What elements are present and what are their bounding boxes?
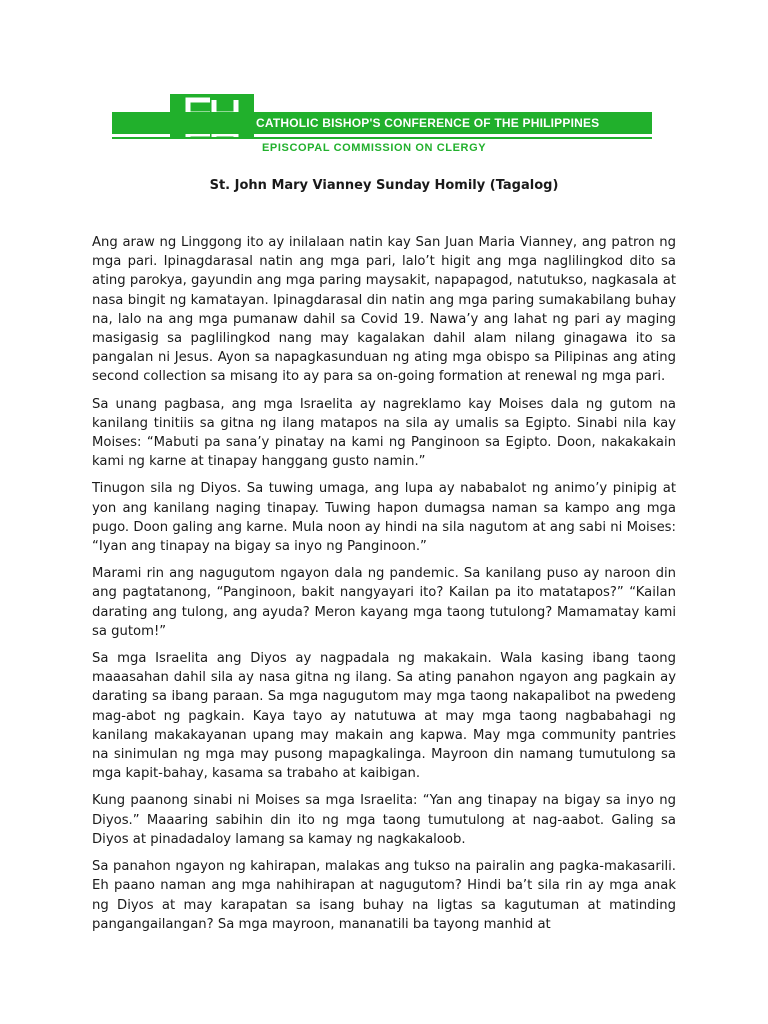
org-name: CATHOLIC BISHOP'S CONFERENCE OF THE PHILIPPINES bbox=[256, 116, 600, 130]
document-title: St. John Mary Vianney Sunday Homily (Tagalog) bbox=[209, 178, 559, 193]
document-header bbox=[0, 0, 768, 165]
paragraph: Sa panahon ngayon ng kahirapan, malakas ang tukso na pairalin ang pagka-makasarili. Eh paano naman ang mga nahihirapan at nagugutom? Hindi ba’t sila rin ay mga anak ng Diyos at may karapatan sa isang buhay na ligtas sa kagutuman at matinding pangangailangan? Sa mga mayroon, mananatili ba tayong manhid at bbox=[92, 859, 676, 932]
paragraph: Ang araw ng Linggong ito ay inilalaan natin kay San Juan Maria Vianney, ang patron ng mga pari. Ipinagdarasal natin ang mga pari, lalo’t higit ang mga naglilingkod dito sa ating parokya, gayundin ang mga paring maysakit, napapagod, natutukso, nagkasala at nasa bingit ng kamatayan. Ipinagdarasal din natin ang mga paring sumakabilang buhay na, lalo na ang mga pumanaw dahil sa Covid 19. Nawa’y ang lahat ng pari ay maging masigasig sa paglilingkod nang may kagalakan dahil alam nilang ginagawa ito sa pangalan ni Jesus. Ayon sa napagkasunduan ng ating mga obispo sa Pilipinas ang ating second collection sa misang ito ay para sa on-going formation at renewal ng mga pari. bbox=[92, 235, 676, 385]
commission-name: EPISCOPAL COMMISSION ON CLERGY bbox=[262, 142, 487, 154]
paragraph: Tinugon sila ng Diyos. Sa tuwing umaga, ang lupa ay nababalot ng animo’y pinipig at yon ang kanilang naging tinapay. Tuwing hapon dumagsa naman sa kampo ang mga pugo. Doon galing ang karne. Mula noon ay hindi na sila nagutom at ang sabi ni Moises: “Iyan ang tinapay na bigay sa inyo ng Panginoon.” bbox=[92, 481, 676, 555]
document-body bbox=[92, 233, 676, 942]
paragraph: Marami rin ang nagugutom ngayon dala ng pandemic. Sa kanilang puso ay naroon din ang pagtatanong, “Panginoon, bakit nangyayari ito? Kailan pa ito matatapos?” “Kailan darating ang tulong, ang ayuda? Meron kayang mga taong tutulong? Mamamatay kami sa gutom!” bbox=[92, 566, 676, 639]
paragraph: Sa unang pagbasa, ang mga Israelita ay nagreklamo kay Moises dala ng gutom na kanilang tinitiis sa gitna ng ilang matapos na sila ay umalis sa Egipto. Sinabi nila kay Moises: “Mabuti pa sana’y pinatay na kami ng Panginoon sa Egipto. Doon, nakakakain kami ng karne at tinapay hanggang gusto namin.” bbox=[92, 396, 676, 470]
paragraph: Kung paanong sinabi ni Moises sa mga Israelita: “Yan ang tinapay na bigay sa inyo ng Diyos.” Maaaring sabihin din ito ng mga taong tumutulong at nag-aabot. Galing sa Diyos at pinadadaloy lamang sa kamay ng nagkakaloob. bbox=[92, 793, 676, 847]
paragraph: Sa mga Israelita ang Diyos ay nagpadala ng makakain. Wala kasing ibang taong maaasahan dahil sila ay nasa gitna ng ilang. Sa ating panahon ngayon ang pagkain ay darating sa ibang paraan. Sa mga nagugutom may mga taong nakapalibot na pwedeng mag-abot ng pagkain. Kaya tayo ay natutuwa at may mga taong nagbabahagi ng kanilang makakayanan upang may makain ang kapwa. May mga community pantries na sinimulan ng mga may pusong mapagkalinga. Mayroon din namang tumutulong sa mga kapit-bahay, kasama sa trabaho at kaibigan. bbox=[92, 651, 676, 782]
